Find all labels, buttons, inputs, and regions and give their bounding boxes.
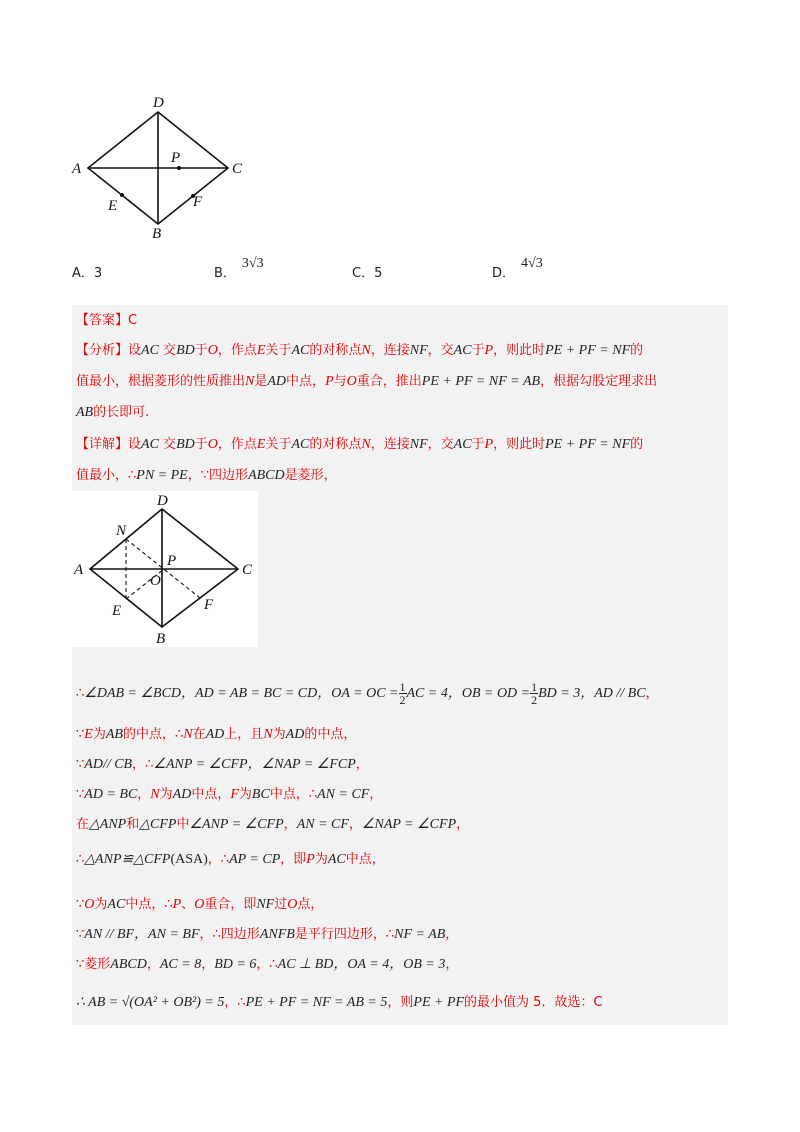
answer-line: 【答案】C: [76, 313, 138, 328]
analysis-line-1: 【分析】设AC 交BD于O，作点E关于AC的对称点N，连接NF，交AC于P，则此时PE + PF = NF的: [76, 343, 644, 358]
fraction-half-2: $\frac{1}{2}$: [531, 680, 538, 707]
label2-f: F: [204, 597, 214, 613]
label2-a: A: [74, 562, 84, 578]
point-e: [120, 193, 124, 197]
step-7: ∵O为AC中点，∴P、O重合，即NF过O点，: [76, 897, 324, 912]
label-b: B: [152, 226, 162, 242]
label-p: P: [171, 150, 181, 166]
label2-c: C: [242, 562, 253, 578]
label2-b: B: [156, 631, 166, 647]
step-4: ∵AD = BC，N为AD中点，F为BC中点，∴AN = CF，: [76, 787, 383, 802]
point-p: [177, 166, 181, 170]
step-6: ∴△ANP≌△CFP(ASA)，∴AP = CP，即P为AC中点，: [76, 852, 385, 867]
label-e: E: [108, 198, 118, 214]
fraction-half: $\frac{1}{2}$: [399, 680, 406, 707]
label2-o: O: [150, 573, 161, 589]
label2-p: P: [167, 553, 177, 569]
rhombus-figure: [70, 92, 260, 242]
label-f: F: [193, 194, 203, 210]
step-3: ∵AD// CB，∴∠ANP = ∠CFP，∠NAP = ∠FCP，: [76, 757, 369, 772]
analysis-line-3: AB的长即可.: [76, 405, 150, 420]
choice-a[interactable]: A．3: [72, 266, 103, 281]
label2-d: D: [157, 493, 168, 509]
analysis-line-2: 值最小，根据菱形的性质推出N是AD中点，P与O重合，推出PE + PF = NF = AB，根据勾股定理求出: [76, 374, 658, 389]
step-10: ∴ AB = √(OA² + OB²) = 5，∴PE + PF = NF = AB = 5，则PE + PF的最小值为 5．故选：C: [76, 995, 603, 1010]
solution-panel: [72, 305, 728, 1025]
step-9: ∵菱形ABCD，AC = 8，BD = 6，∴AC ⊥ BD，OA = 4，OB = 3，: [76, 957, 459, 972]
rhombus-solution-figure: [72, 491, 258, 647]
label2-e: E: [112, 603, 122, 619]
label2-n: N: [116, 523, 127, 539]
step-2: ∵E为AB的中点，∴N在AD上，且N为AD的中点，: [76, 727, 357, 742]
step-1: ∴∠DAB = ∠BCD，AD = AB = BC = CD，OA = OC = $\frac{1}{2}$ AC = 4，OB = OD = $\frac{1}{2}$ BD = 3，AD // BC，: [76, 680, 659, 707]
choice-b[interactable]: B．3√3: [214, 256, 264, 281]
detail-line-1: 【详解】设AC 交BD于O，作点E关于AC的对称点N，连接NF，交AC于P，则此时PE + PF = NF的: [76, 437, 644, 452]
answer-choices: [72, 256, 728, 290]
label-c: C: [232, 161, 243, 177]
detail-line-2: 值最小，∴PN = PE，∵四边形ABCD是菱形，: [76, 468, 337, 483]
choice-d[interactable]: D．4√3: [492, 256, 543, 281]
step-8: ∵AN // BF，AN = BF，∴四边形ANFB是平行四边形，∴NF = AB，: [76, 927, 459, 942]
label-d: D: [153, 95, 164, 111]
step-5: 在△ANP和△CFP中∠ANP = ∠CFP，AN = CF，∠NAP = ∠CFP，: [76, 817, 470, 832]
label-a: A: [72, 161, 82, 177]
choice-c[interactable]: C．5: [352, 266, 383, 281]
